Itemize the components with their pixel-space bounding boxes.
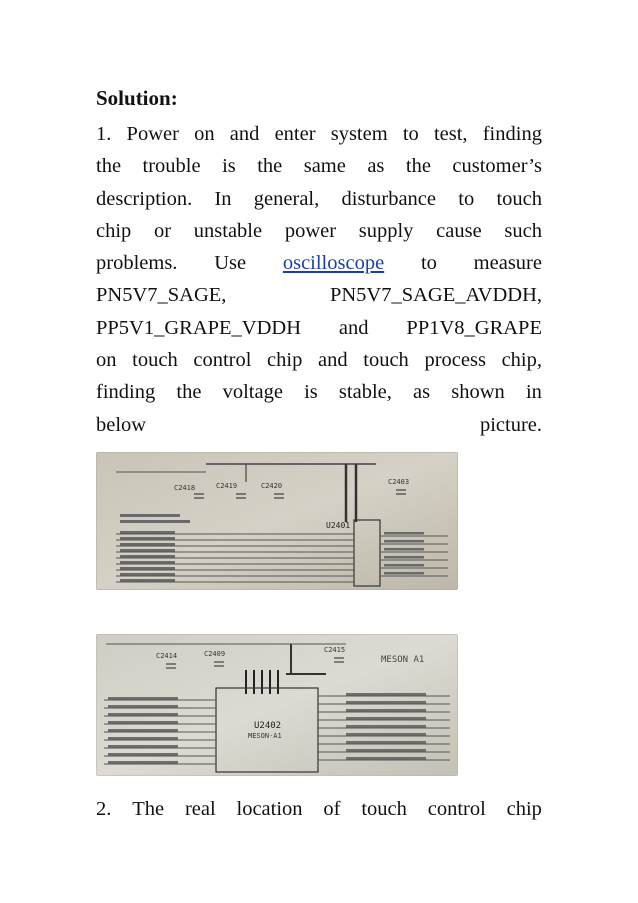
word: In xyxy=(214,187,232,210)
schematic-photo-1 xyxy=(96,452,458,590)
word: 2. xyxy=(96,798,112,820)
word: to xyxy=(402,123,419,145)
word: enter xyxy=(274,123,316,145)
schematic-photo-2 xyxy=(96,634,458,776)
word: is xyxy=(222,155,236,178)
word: finding xyxy=(482,123,542,145)
schematic-2-drawing xyxy=(96,634,458,776)
word: stable, xyxy=(338,381,392,404)
cap-label: C2419 xyxy=(216,482,238,490)
word: description. xyxy=(96,187,193,210)
word: Power xyxy=(126,123,179,145)
word: the xyxy=(257,155,283,178)
word: the xyxy=(96,155,122,178)
word: or xyxy=(154,219,172,242)
word: real xyxy=(184,798,216,820)
word: The xyxy=(132,798,165,820)
word: touch xyxy=(361,798,407,820)
line-8: on touch control chip and touch process chip, xyxy=(96,349,542,372)
word: the xyxy=(405,155,431,178)
oscilloscope-link[interactable]: oscilloscope xyxy=(282,252,385,275)
word: 1. xyxy=(96,123,112,145)
word: voltage xyxy=(222,381,283,404)
cap-label: C2420 xyxy=(261,482,283,490)
word: cause xyxy=(436,219,482,242)
solution-heading: Solution: xyxy=(96,86,178,110)
schematic-1-drawing xyxy=(96,452,458,590)
chip-label: U2402 xyxy=(254,721,282,731)
word: finding xyxy=(96,381,156,404)
word: to xyxy=(458,187,475,210)
word: the xyxy=(176,381,202,404)
word: general, xyxy=(253,187,320,210)
word: supply xyxy=(358,219,414,242)
line-9 xyxy=(96,376,542,408)
word: disturbance xyxy=(341,187,436,210)
word: trouble xyxy=(142,155,201,178)
cap-label: C2409 xyxy=(204,650,226,658)
word: chip xyxy=(506,798,542,820)
cap-label: C2415 xyxy=(324,646,346,654)
word: touch xyxy=(496,187,542,210)
word: shown xyxy=(451,381,505,404)
word: such xyxy=(504,219,542,242)
word: power xyxy=(284,219,337,242)
line-3 xyxy=(96,183,542,215)
word: location xyxy=(236,798,303,820)
chip-sub-label: MESON-A1 xyxy=(248,732,282,740)
line-7: PP5V1_GRAPE_VDDH and PP1V8_GRAPE xyxy=(96,316,542,339)
word: unstable xyxy=(193,219,263,242)
line-1 xyxy=(96,118,542,150)
word: customer’s xyxy=(452,155,542,178)
line-6: PN5V7_SAGE, PN5V7_SAGE_AVDDH, xyxy=(96,284,542,307)
word: is xyxy=(304,381,318,404)
word: as xyxy=(413,381,431,404)
cap-label: C2414 xyxy=(156,652,178,660)
word: control xyxy=(427,798,486,820)
word: on xyxy=(194,123,215,145)
step-2-line xyxy=(96,793,542,825)
line-10: below picture. xyxy=(96,413,542,436)
word: of xyxy=(323,798,341,820)
word: in xyxy=(525,381,542,404)
chip-title: MESON A1 xyxy=(381,655,425,665)
step-1-paragraph xyxy=(96,118,542,441)
word: same xyxy=(303,155,346,178)
word: test, xyxy=(433,123,468,145)
word: chip xyxy=(96,219,132,242)
word: and xyxy=(229,123,260,145)
word: system xyxy=(330,123,388,145)
line-2 xyxy=(96,150,542,182)
cap-label: C2418 xyxy=(174,484,196,492)
word: as xyxy=(367,155,385,178)
chip-label: U2401 xyxy=(326,521,351,530)
cap-label: C2403 xyxy=(388,478,410,486)
line-4 xyxy=(96,215,542,247)
line-5: problems. Use oscilloscope to measure xyxy=(96,247,542,279)
